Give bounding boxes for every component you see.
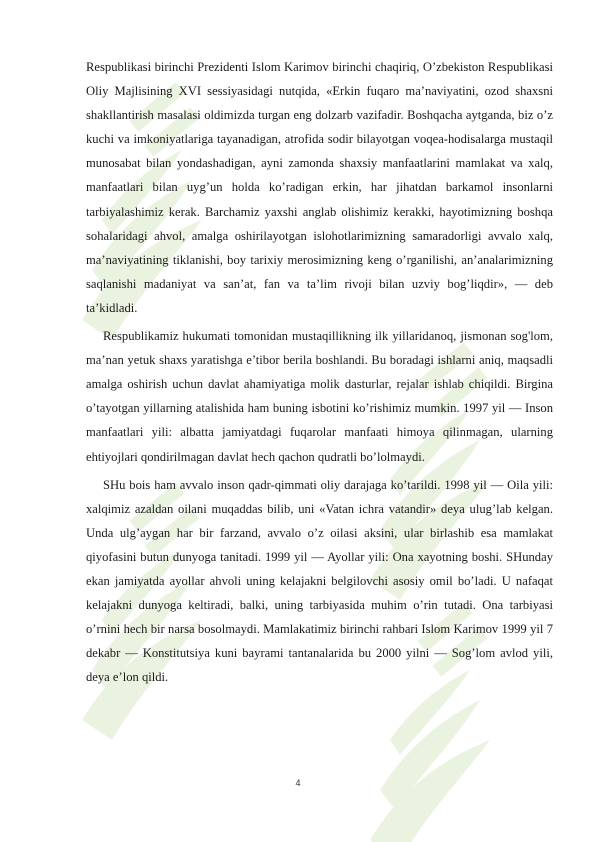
document-body (86, 55, 553, 693)
page-number: 4 (295, 778, 301, 788)
paragraph: Respublikamiz hukumati tomonidan mustaqillikning ilk yillaridanoq, jismonan sog'lom, ma’nan yetuk shaxs yaratishga e’tibor berila boshlandi. Bu boradagi ishlarni aniq, maqsadli amalga oshirish uchun davlat ahamiyatiga molik dasturlar, rejalar ishlab chiqildi. Birgina o’tayotgan yillarning atalishida ham buning isbotini ko’rishimiz mumkin. 1997 yil — Inson manfaatlari yili: albatta jamiyatdagi fuqarolar manfaati himoya qilinmagan, ularning ehtiyojlari qondirilmagan davlat hech qachon qudratli bo’lolmaydi. (86, 329, 553, 464)
paragraph: Respublikasi birinchi Prezidenti Islom Karimov birinchi chaqiriq, O’zbekiston Respublikasi Oliy Majlisining XVI sessiyasidagi nutqida, «Erkin fuqaro ma’naviyatini, ozod shaxsni shakllantirish masalasi oldimizda turgan eng dolzarb vazifadir. Boshqacha aytganda, biz o’z kuchi va imkoniyatlariga tayanadigan, atrofida sodir bilayotgan voqea-hodisalarga mustaqil munosabat bilan yondashadigan, ayni zamonda shaxsiy manfaatlarini mamlakat va xalq, manfaatlari bilan uyg’un holda ko’radigan erkin, har jihatdan barkamol insonlarni tarbiyalashimiz kerak. Barchamiz yaxshi anglab olishimiz kerakki, hayotimizning boshqa sohalaridagi ahvol, amalga oshirilayotgan islohotlarimizning samaradorligi avvalo xalq, ma’naviyatining tiklanishi, boy tarixiy merosimizning keng o’rganilishi, an’analarimizning saqlanishi madaniyat va san’at, fan va ta’lim rivoji bilan uzviy bog’liqdir», — deb ta’kidladi. (86, 60, 553, 315)
paragraph: SHu bois ham avvalo inson qadr-qimmati oliy darajaga ko’tarildi. 1998 yil — Oila yili: xalqimiz azaldan oilani muqaddas bilib, uni «Vatan ichra vatandir» deya ulug’lab kelgan. Unda ulg’aygan har bir farzand, avvalo o’z oilasi aksini, ular birlashib esa mamlakat qiyofasini butun dunyoga tanitadi. 1999 yil — Ayollar yili: Ona xayotning boshi. SHunday ekan jamiyatda ayollar ahvoli uning kelajakni belgilovchi asosiy omil bo’ladi. U nafaqat kelajakni dunyoga keltiradi, balki, uning tarbiyasida muhim o’rin tutadi. Ona tarbiyasi o’rnini hech bir narsa bosolmaydi. Mamlakatimiz birinchi rahbari Islom Karimov 1999 yil 7 dekabr — Konstitutsiya kuni bayrami tantanalarida bu 2000 yilni — Sog’lom avlod yili, deya e’lon qildi. (86, 477, 553, 685)
